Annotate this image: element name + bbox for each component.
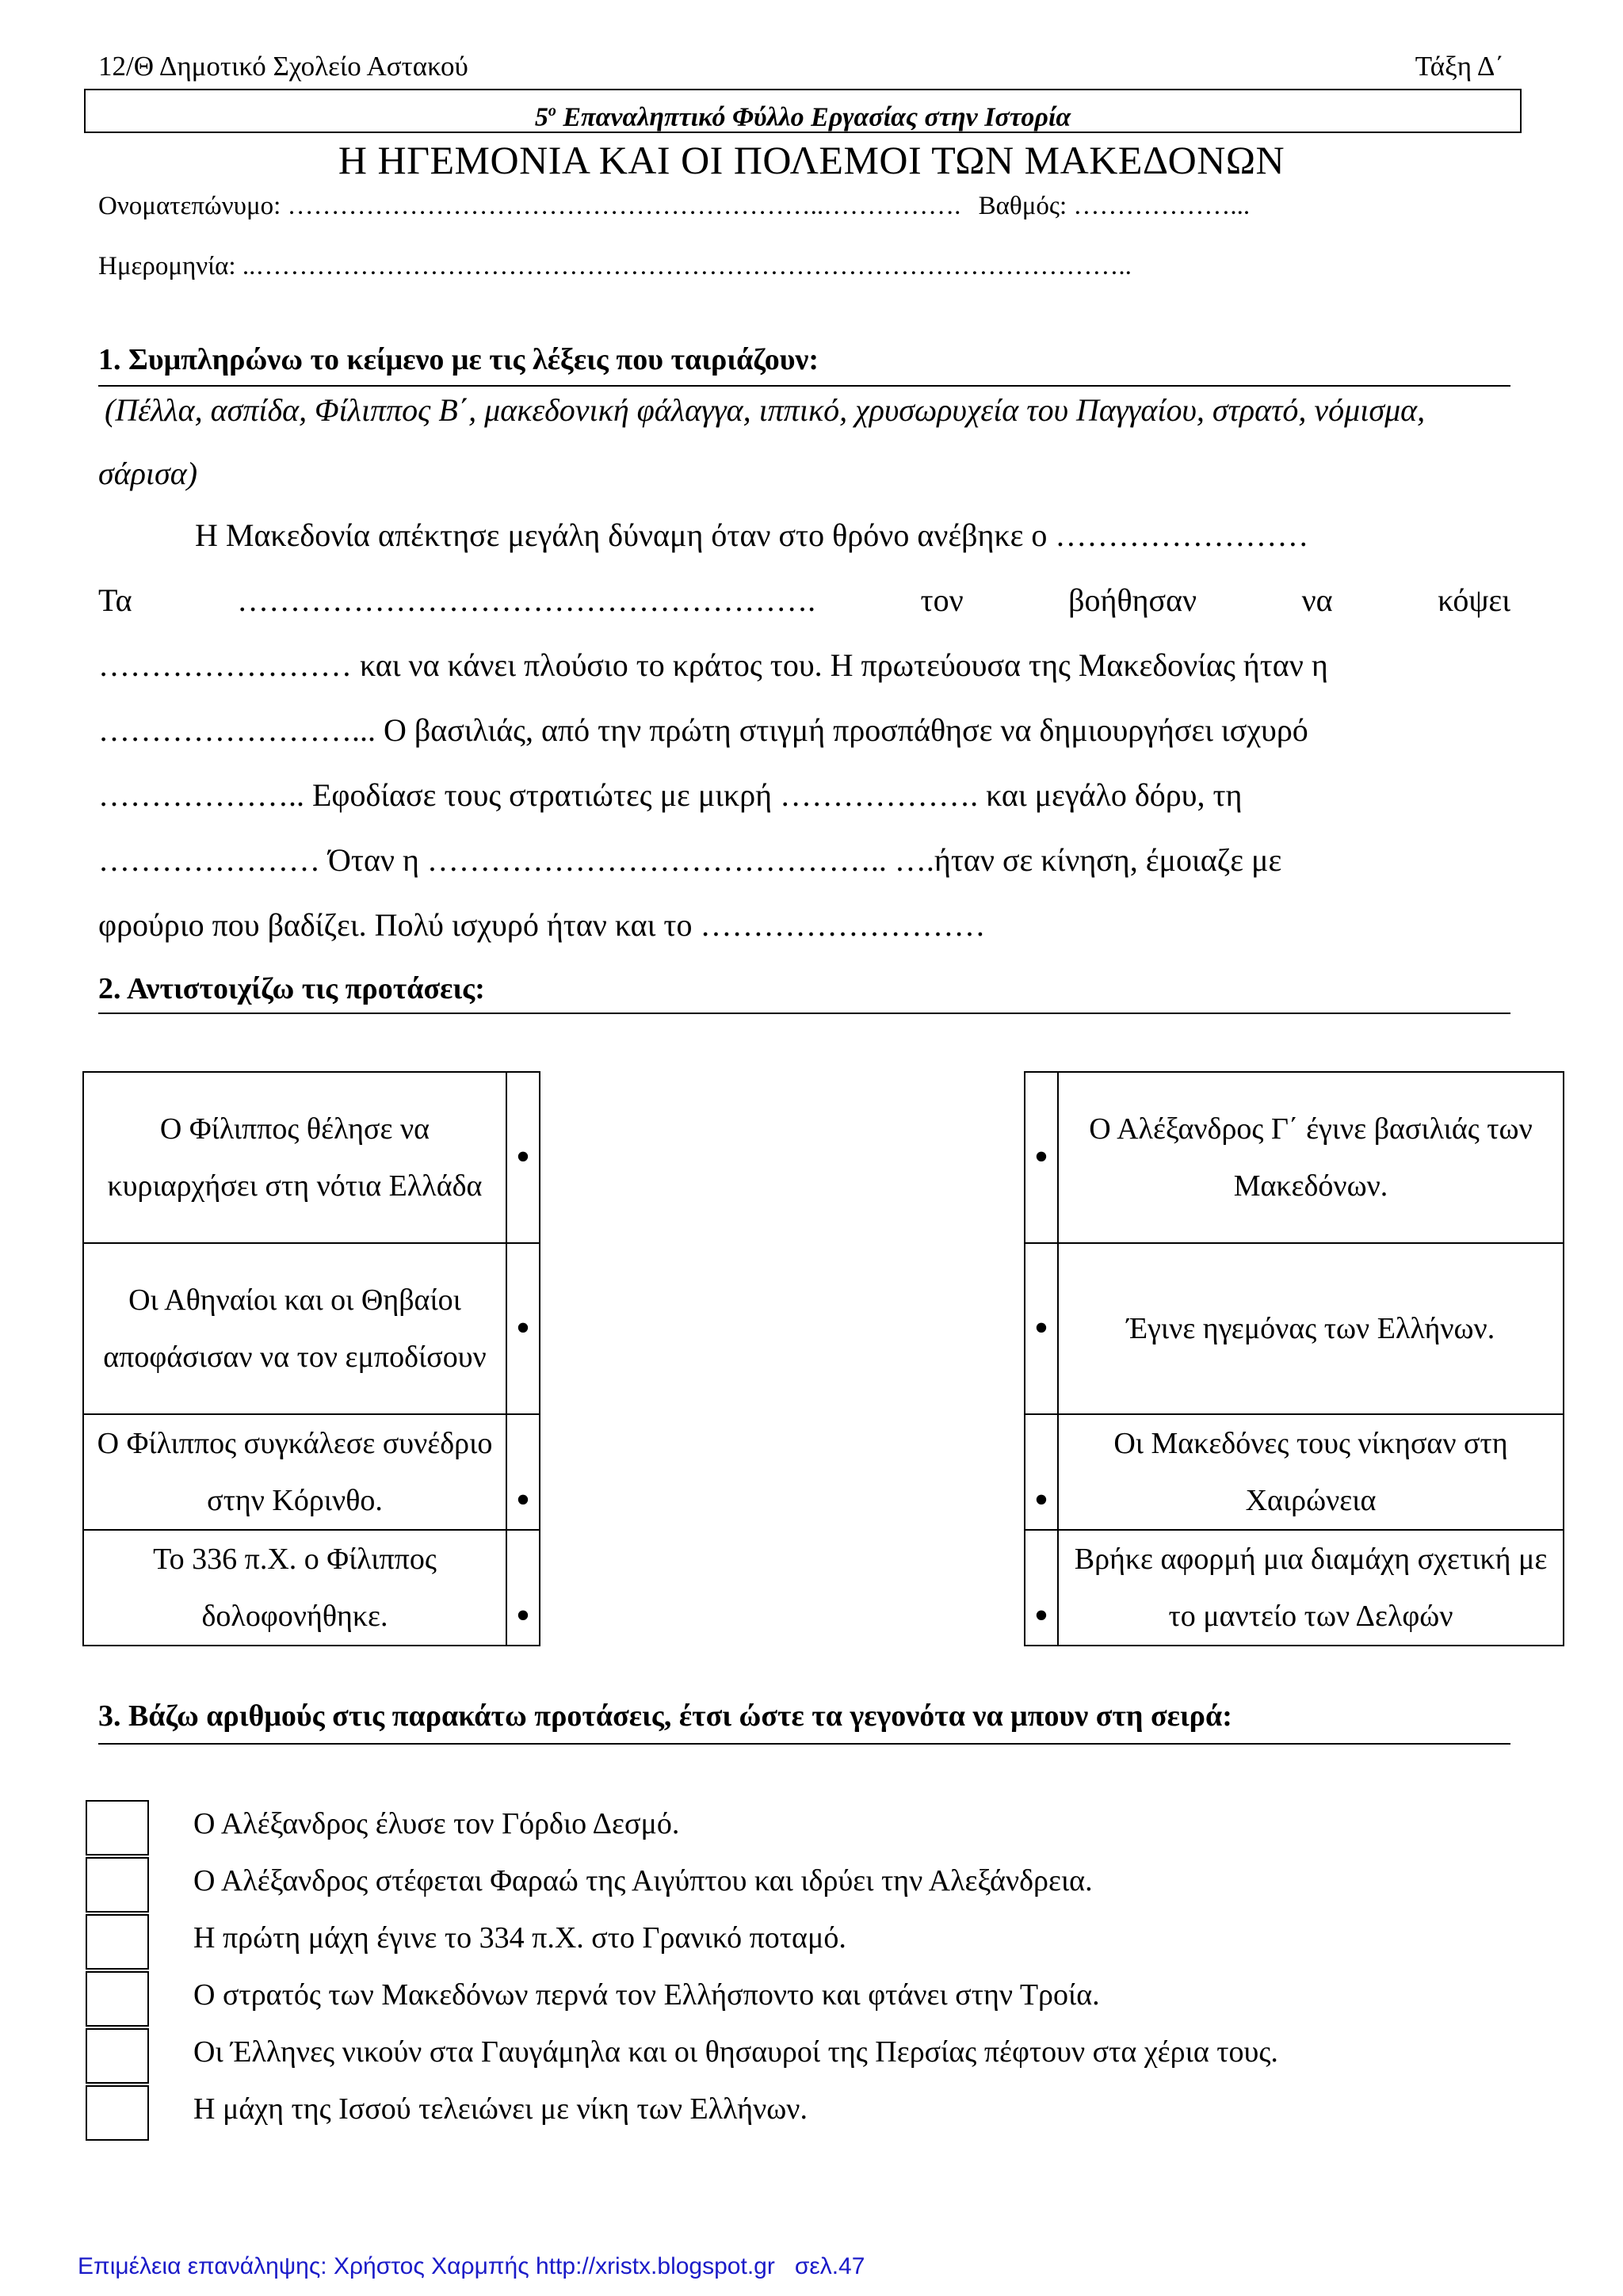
right-match-dot-4[interactable]: • (1025, 1530, 1058, 1646)
left-match-dot-1[interactable]: • (506, 1072, 540, 1243)
left-statement-2: Οι Αθηναίοι και οι Θηβαίοι αποφάσισαν να τον εμποδίσουν (83, 1243, 506, 1414)
fill-line-2-word: τον (920, 582, 964, 618)
exercise1-divider (98, 385, 1510, 387)
fill-line-2-word: βοήθησαν (1068, 582, 1197, 618)
exercise3-heading: 3. Βάζω αριθμούς στις παρακάτω προτάσεις, έτσι ώστε τα γεγονότα να μπουν στη σειρά: (98, 1699, 1232, 1733)
worksheet-ordinal: ο (548, 102, 556, 120)
order-item-1: Ο Αλέξανδρος έλυσε τον Γόρδιο Δεσμό. (193, 1807, 680, 1840)
order-box-1[interactable] (86, 1800, 149, 1855)
date-dots: ..……………………………………………………………………………………….. (242, 252, 1132, 280)
order-item-5: Οι Έλληνες νικούν στα Γαυγάμηλα και οι θησαυροί της Περσίας πέφτουν στα χέρια τους. (193, 2035, 1278, 2069)
word-bank-line1: (Πέλλα, ασπίδα, Φίλιππος Β΄, μακεδονική φάλαγγα, ιππικό, χρυσωρυχεία του Παγγαίου, στρατό, νόμισμα, (105, 392, 1426, 428)
school-name: 12/Θ Δημοτικό Σχολείο Αστακού (98, 51, 468, 82)
fill-line-2-blank[interactable]: ………………………………………………. (237, 582, 816, 618)
right-match-table (1024, 1071, 1564, 1646)
name-field[interactable] (98, 192, 1250, 221)
order-box-2[interactable] (86, 1857, 149, 1913)
word-bank-line2: σάρισα) (98, 456, 198, 491)
right-statement-1: Ο Αλέξανδρος Γ΄ έγινε βασιλιάς των Μακεδόνων. (1058, 1072, 1564, 1243)
grade-dots: ………………... (1073, 192, 1251, 220)
fill-line-6[interactable]: ………………… Όταν η …………………………………….. ….ήταν σε κίνηση, έμοιαζε με (98, 842, 1282, 878)
right-match-dot-2[interactable]: • (1025, 1243, 1058, 1414)
left-match-table (82, 1071, 540, 1646)
order-box-4[interactable] (86, 1971, 149, 2027)
page-title: Η ΗΓΕΜΟΝΙΑ ΚΑΙ ΟΙ ΠΟΛΕΜΟΙ ΤΩΝ ΜΑΚΕΔΟΝΩΝ (338, 138, 1285, 182)
exercise2-divider (98, 1013, 1510, 1014)
fill-line-7[interactable]: φρούριο που βαδίζει. Πολύ ισχυρό ήταν και το ……………………… (98, 907, 986, 943)
left-match-dot-2[interactable]: • (506, 1243, 540, 1414)
footer-credit: Επιμέλεια επανάληψης: Χρήστος Χαρμπής http://xristx.blogspot.gr σελ.47 (78, 2253, 865, 2279)
worksheet-subtitle-box (84, 89, 1522, 133)
fill-line-4[interactable]: ……………………... Ο βασιλιάς, από την πρώτη στιγμή προσπάθησε να δημιουργήσει ισχυρό (98, 712, 1308, 748)
fill-line-2-word: να (1301, 582, 1333, 618)
exercise3-divider (98, 1743, 1510, 1745)
order-item-4: Ο στρατός των Μακεδόνων περνά τον Ελλήσποντο και φτάνει στην Τροία. (193, 1978, 1100, 2012)
worksheet-subtitle: Επαναληπτικό Φύλλο Εργασίας στην Ιστορία (563, 102, 1071, 132)
fill-line-2[interactable] (98, 582, 1510, 619)
order-box-6[interactable] (86, 2085, 149, 2141)
grade-label: Βαθμός: (978, 192, 1067, 220)
right-statement-4: Βρήκε αφορμή μια διαμάχη σχετική με το μαντείο των Δελφών (1058, 1530, 1564, 1646)
left-match-dot-4[interactable]: • (506, 1530, 540, 1646)
right-statement-3: Οι Μακεδόνες τους νίκησαν στη Χαιρώνεια (1058, 1414, 1564, 1530)
worksheet-number: 5 (534, 102, 548, 132)
name-label: Ονοματεπώνυμο: (98, 192, 281, 220)
left-statement-4: Το 336 π.Χ. ο Φίλιππος δολοφονήθηκε. (83, 1530, 506, 1646)
fill-line-2-word: κόψει (1438, 582, 1510, 618)
order-item-6: Η μάχη της Ισσού τελειώνει με νίκη των Ελλήνων. (193, 2092, 808, 2126)
exercise1-heading: 1. Συμπληρώνω το κείμενο με τις λέξεις που ταιριάζουν: (98, 343, 819, 376)
right-match-dot-1[interactable]: • (1025, 1072, 1058, 1243)
fill-line-3[interactable]: …………………… και να κάνει πλούσιο το κράτος του. Η πρωτεύουσα της Μακεδονίας ήταν η (98, 647, 1328, 683)
class-grade: Τάξη Δ΄ (1415, 51, 1504, 82)
exercise2-heading: 2. Αντιστοιχίζω τις προτάσεις: (98, 972, 485, 1005)
date-field[interactable] (98, 252, 1132, 281)
left-statement-3: Ο Φίλιππος συγκάλεσε συνέδριο στην Κόρινθο. (83, 1414, 506, 1530)
left-match-dot-3[interactable]: • (506, 1414, 540, 1530)
order-item-2: Ο Αλέξανδρος στέφεται Φαραώ της Αιγύπτου και ιδρύει την Αλεξάνδρεια. (193, 1864, 1093, 1897)
fill-line-2-word: Τα (98, 582, 132, 618)
date-label: Ημερομηνία: (98, 252, 236, 280)
fill-line-1[interactable]: Η Μακεδονία απέκτησε μεγάλη δύναμη όταν στο θρόνο ανέβηκε ο …………………… (195, 517, 1309, 553)
order-item-3: Η πρώτη μάχη έγινε το 334 π.Χ. στο Γρανικό ποταμό. (193, 1921, 846, 1955)
fill-line-5[interactable]: ……………….. Εφοδίασε τους στρατιώτες με μικρή ………………. και μεγάλο δόρυ, τη (98, 777, 1243, 813)
order-box-3[interactable] (86, 1914, 149, 1970)
name-dots: ……………………………………………………..……………. (287, 192, 961, 220)
order-box-5[interactable] (86, 2028, 149, 2084)
right-match-dot-3[interactable]: • (1025, 1414, 1058, 1530)
right-statement-2: Έγινε ηγεμόνας των Ελλήνων. (1058, 1243, 1564, 1414)
left-statement-1: Ο Φίλιππος θέλησε να κυριαρχήσει στη νότια Ελλάδα (83, 1072, 506, 1243)
